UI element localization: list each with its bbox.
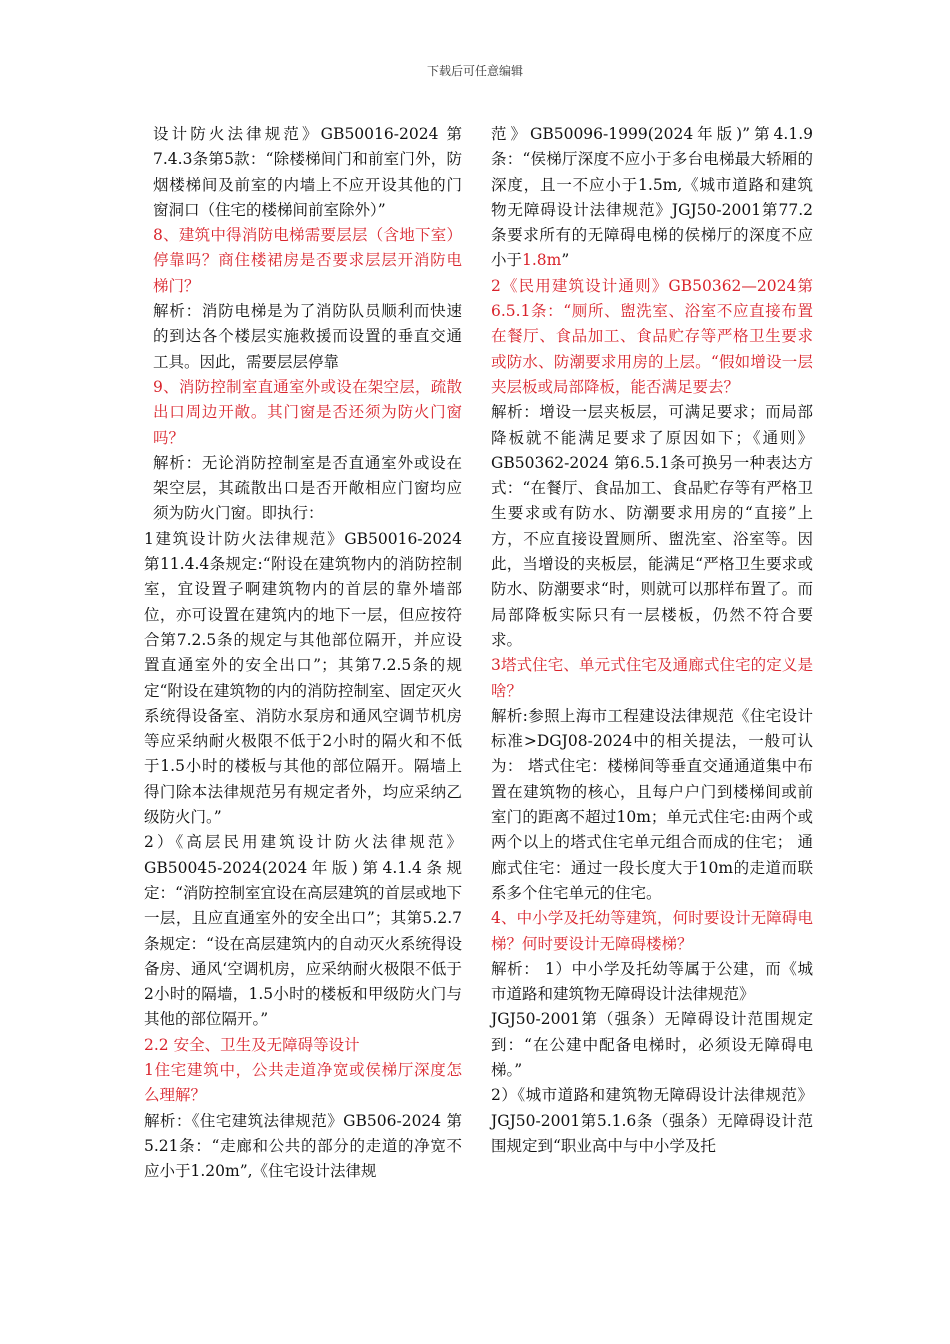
right-column (491, 122, 813, 1159)
page-header: 下载后可任意编辑 (426, 64, 523, 78)
answer-4-part-2: JGJ50-2001第（强条）无障碍设计范围规定到：“在公建中配备电梯时，必须设无障碍电梯。” (491, 1010, 813, 1079)
answer-1-red-value: 1.8m (522, 251, 562, 270)
question-4-accessible-elevator: 4、中小学及托幼等建筑，何时要设计无障碍电梯？何时要设计无障碍楼梯？ (491, 909, 813, 953)
question-1-corridor-width: 1住宅建筑中，公共走道净宽或侯梯厅深度怎么理解？ (144, 1060, 462, 1105)
question-9-control-room: 9、消防控制室直通室外或设在架空层，疏散出口周边开敞。其门窗是否还须为防火门窗吗？ (153, 377, 462, 447)
answer-3: 解析:参照上海市工程建设法律规范《住宅设计标准>DGJ08-2024中的相关提法，一般可认为： 塔式住宅：楼梯间等垂直交通通道集中布置在建筑物的核心，且每户户门到楼梯间或前室门的距离不超过10m；单元式住宅:由两个或两个以上的塔式住宅单元组合而成的住宅； 通廊式住宅：通过一段长度大于10m的走道而联系多个住宅单元的住宅。 (491, 706, 813, 902)
question-8-fire-elevator: 8、建筑中得消防电梯需要层层（含地下室）停靠吗？商住楼裙房是否要求层层开消防电梯门？ (153, 226, 462, 295)
answer-4-part-1: 解析： 1）中小学及托幼等属于公建，而《城市道路和建筑物无障碍设计法律规范》 (491, 959, 813, 1004)
answer-2: 解析：增设一层夹板层，可满足要求；而局部降板就不能满足要求了原因如下；《通则》GB50362-2024 第6.5.1条可换另一种表达方式：“在餐厅、食品加工、食品贮存等有严格卫生要求或有防水、防潮要求用房的“直接”上方，不应直接设置厕所、盥洗室、浴室等。因此，当增设的夹板层，能满足“严格卫生要求或防水、防潮要求“时，则就可以那样布置了。而局部降板实际只有一层楼板，仍然不符合要求。 (491, 403, 813, 649)
answer-8: 解析：消防电梯是为了消防队员顺利而快速的到达各个楼层实施救援而设置的垂直交通工具。因此，需要层层停靠 (153, 302, 462, 371)
answer-1-closing-quote: ” (561, 251, 570, 270)
answer-1-part-2 (491, 122, 813, 274)
paragraph-gb50045-4-1-4: 2）《高层民用建筑设计防火法律规范》GB50045-2024(2024年版)第4.1.4条规定：“消防控制室宜设在高层建筑的首层或地下一层，且应直通室外的安全出口”；其第5.2.7条规定：“设在高层建筑内的自动灭火系统得设备房、通风‘空调机房，应采纳耐火极限不低于2小时的隔墙，1.5小时的楼板和甲级防火门与其他的部位隔开。” (144, 833, 462, 1029)
paragraph-fire-code-7-4-3: 设计防火法律规范》GB50016-2024 第7.4.3条第5款：“除楼梯间门和前室门外，防烟楼梯间及前室的内墙上不应开设其他的门窗洞口（住宅的楼梯间前室除外）” (153, 125, 462, 219)
answer-1-body: 范》GB50096-1999(2024年版)”第4.1.9条：“侯梯厅深度不应小于多台电梯最大轿厢的深度，且一不应小于1.5m,《城市道路和建筑物无障碍设计法律规范》JGJ50-2001第77.2条要求所有的无障碍电梯的侯梯厅的深度不应小于 (491, 125, 813, 270)
section-heading-2-2: 2.2 安全、卫生及无障碍等设计 (144, 1035, 360, 1054)
question-3-housing-types: 3塔式住宅、单元式住宅及通廊式住宅的定义是啥？ (491, 656, 813, 700)
answer-9: 解析：无论消防控制室是否直通室外或设在架空层，其疏散出口是否开敞相应门窗均应须为防火门窗。即执行： (153, 453, 462, 523)
paragraph-gb50016-11-4-4: 1建筑设计防火法律规范》GB50016-2024 第11.4.4条规定:“附设在建筑物内的消防控制室，宜设置子啊建筑物内的首层的靠外墙部位，亦可设置在建筑内的地下一层，但应按符合第7.2.5条的规定与其他部位隔开，并应设置直通室外的安全出口”；其第7.2.5条的规定“附设在建筑物的内的消防控制室、固定灭火系统得设备室、消防水泵房和通风空调节机房等应采纳耐火极限不低于2小时的隔火和不低于1.5小时的楼板与其他的部位隔开。隔墙上得门除本法律规范另有规定者外，均应采纳乙级防火门。” (144, 529, 462, 827)
answer-4-part-3: 2）《城市道路和建筑物无障碍设计法律规范》JGJ50-2001第5.1.6条（强条）无障碍设计范围规定到“职业高中与中小学及托 (491, 1086, 813, 1155)
left-column (144, 122, 462, 1184)
answer-1-part-1: 解析：《住宅建筑法律规范》GB506-2024 第5.21条：“走廊和公共的部分的走道的净宽不应小于1.20m”,《住宅设计法律规 (144, 1111, 462, 1181)
question-2-toilet-position: 2《民用建筑设计通则》GB50362—2024第6.5.1条：“厕所、盥洗室、浴室不应直接布置在餐厅、食品加工、食品贮存等严格卫生要求或防水、防潮要求用房的上层。“假如增设一层夹层板或局部降板，能否满足要去？ (491, 276, 813, 396)
